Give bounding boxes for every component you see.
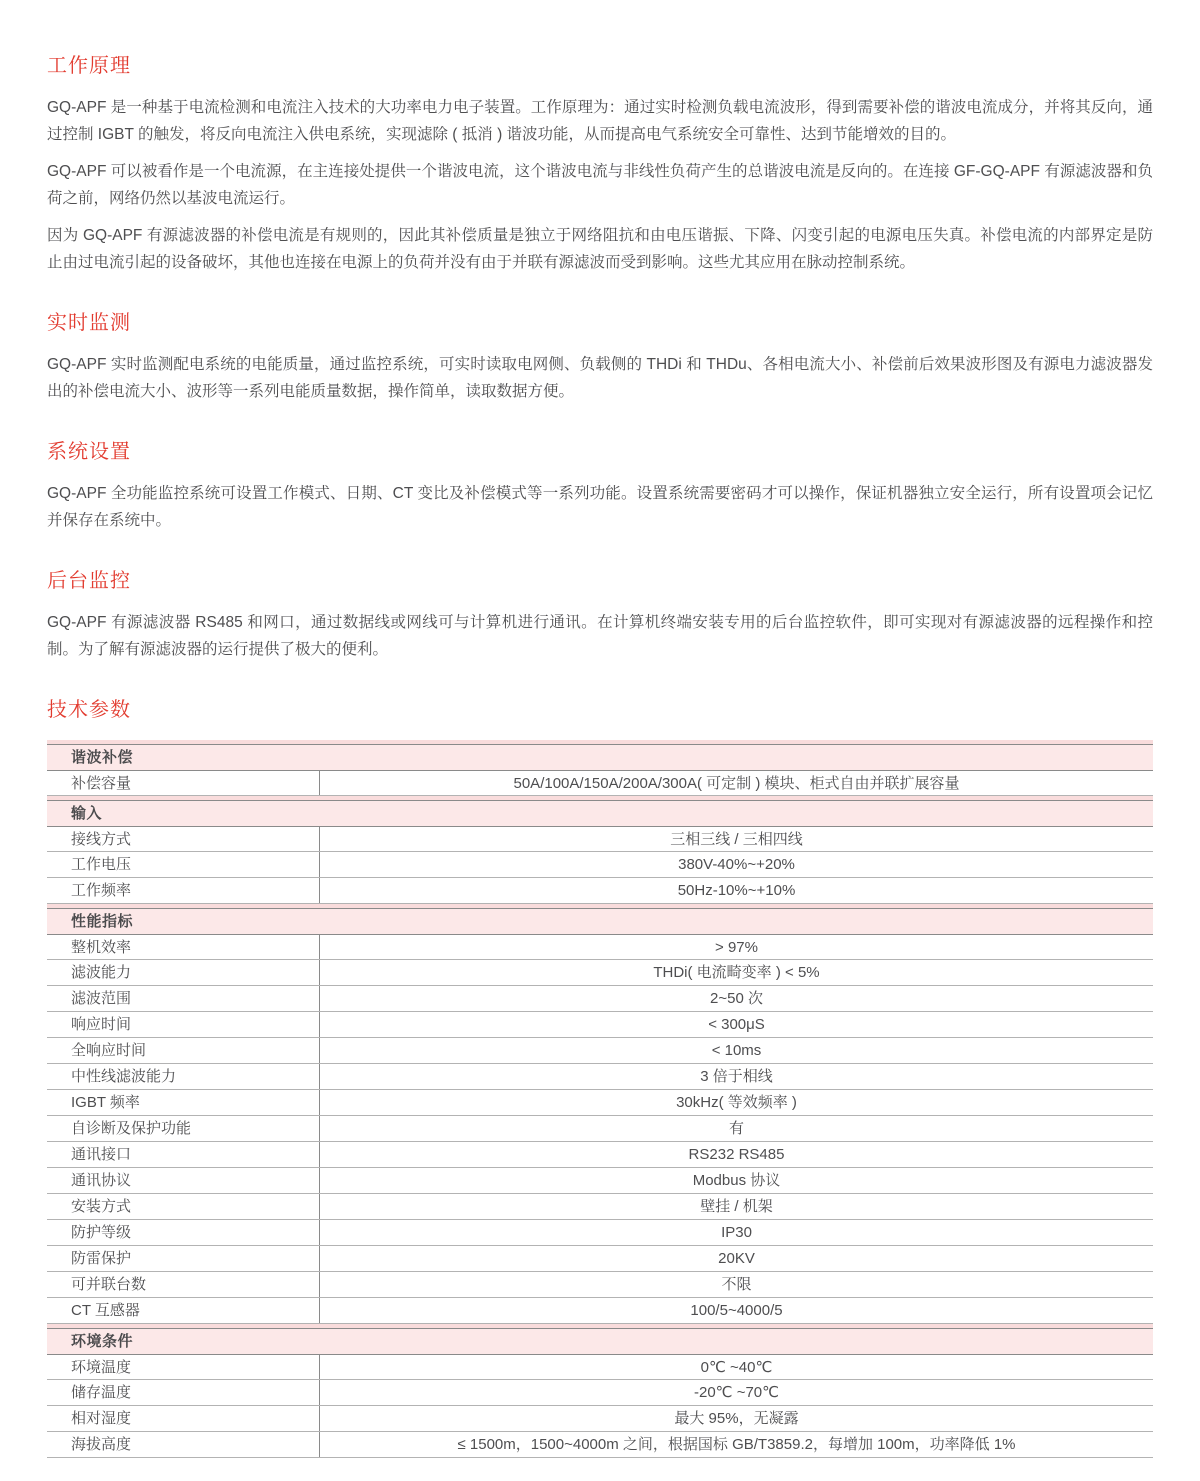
table-row-value: 3 倍于相线: [700, 1068, 773, 1085]
table-row: [47, 1038, 1153, 1064]
table-row-label: 中性线滤波能力: [47, 1064, 320, 1089]
table-section-header: 输入: [47, 800, 1153, 826]
table-row: [47, 770, 1153, 796]
table-row-value: > 97%: [715, 939, 758, 956]
table-row-value: 20KV: [718, 1250, 755, 1267]
table-row: [47, 986, 1153, 1012]
table-row: [47, 1012, 1153, 1038]
table-row-value: 三相三线 / 三相四线: [670, 831, 803, 848]
table-row-value: 30kHz( 等效频率 ): [676, 1094, 797, 1111]
table-row-value: RS232 RS485: [688, 1146, 785, 1163]
table-row-value: 0℃ ~40℃: [700, 1359, 773, 1376]
table-row-label: 工作频率: [47, 878, 320, 903]
table-row: [47, 960, 1153, 986]
table-row-value: THDi( 电流畸变率 ) < 5%: [653, 964, 820, 981]
table-row: [47, 1246, 1153, 1272]
table-row-label: CT 互感器: [47, 1298, 320, 1323]
table-row-value: 壁挂 / 机架: [700, 1198, 773, 1215]
table-row-value: Modbus 协议: [692, 1172, 781, 1189]
spec-table: [47, 740, 1153, 1458]
table-row: [47, 1380, 1153, 1406]
paragraph: 因为 GQ-APF 有源滤波器的补偿电流是有规则的，因此其补偿质量是独立于网络阻抗和由电压谐振、下降、闪变引起的电源电压失真。补偿电流的内部界定是防止由过电流引起的设备破坏，其他也连接在电源上的负荷并没有由于并联有源滤波而受到影响。这些尤其应用在脉动控制系统。: [47, 227, 1153, 271]
table-row-value: ≤ 1500m，1500~4000m 之间，根据国标 GB/T3859.2，每增加 100m，功率降低 1%: [457, 1436, 1016, 1453]
table-row: [47, 1168, 1153, 1194]
table-row-label: 补偿容量: [47, 771, 320, 795]
table-row: [47, 1064, 1153, 1090]
table-row-label: 整机效率: [47, 935, 320, 959]
table-row-label: 自诊断及保护功能: [47, 1116, 320, 1141]
table-row-label: 滤波范围: [47, 986, 320, 1011]
table-row: [47, 852, 1153, 878]
table-row-label: 通讯接口: [47, 1142, 320, 1167]
table-row-label: 滤波能力: [47, 960, 320, 985]
table-row-label: 接线方式: [47, 827, 320, 851]
table-row-value: 50A/100A/150A/200A/300A( 可定制 ) 模块、柜式自由并联扩展容量: [513, 775, 960, 792]
table-row-label: 相对湿度: [47, 1406, 320, 1431]
table-row-label: 响应时间: [47, 1012, 320, 1037]
paragraph: GQ-APF 可以被看作是一个电流源，在主连接处提供一个谐波电流，这个谐波电流与非线性负荷产生的总谐波电流是反向的。在连接 GF-GQ-APF 有源滤波器和负荷之前，网络仍然以基波电流运行。: [47, 163, 1153, 207]
table-row-label: 可并联台数: [47, 1272, 320, 1297]
table-row-value: 50Hz-10%~+10%: [677, 882, 796, 899]
table-row-label: 全响应时间: [47, 1038, 320, 1063]
paragraph: GQ-APF 实时监测配电系统的电能质量，通过监控系统，可实时读取电网侧、负载侧的 THDi 和 THDu、各相电流大小、补偿前后效果波形图及有源电力滤波器发出的补偿电流大小、波形等一系列电能质量数据，操作简单，读取数据方便。: [47, 356, 1153, 400]
section-heading: 实时监测: [47, 312, 131, 334]
table-row: [47, 934, 1153, 960]
table-row-label: 海拔高度: [47, 1432, 320, 1457]
table-row: [47, 1220, 1153, 1246]
section-heading: 技术参数: [47, 699, 131, 721]
table-row-value: 380V-40%~+20%: [678, 856, 795, 873]
table-row: [47, 1406, 1153, 1432]
table-row-value: 有: [728, 1120, 744, 1137]
table-row-label: 通讯协议: [47, 1168, 320, 1193]
section-heading: 后台监控: [47, 570, 131, 592]
table-row-label: 安装方式: [47, 1194, 320, 1219]
table-row-label: 防雷保护: [47, 1246, 320, 1271]
table-row: [47, 1142, 1153, 1168]
table-row-value: 100/5~4000/5: [690, 1302, 783, 1319]
table-row-label: 防护等级: [47, 1220, 320, 1245]
table-section-header: 性能指标: [47, 908, 1153, 934]
table-row: [47, 1194, 1153, 1220]
table-section-header: 环境条件: [47, 1328, 1153, 1354]
table-row: [47, 826, 1153, 852]
table-row: [47, 1272, 1153, 1298]
table-row-value: 不限: [721, 1276, 752, 1293]
table-row: [47, 1090, 1153, 1116]
paragraph: GQ-APF 有源滤波器 RS485 和网口，通过数据线或网线可与计算机进行通讯。在计算机终端安装专用的后台监控软件，即可实现对有源滤波器的远程操作和控制。为了解有源滤波器的运行提供了极大的便利。: [47, 614, 1153, 658]
table-row: [47, 1298, 1153, 1324]
paragraph: GQ-APF 是一种基于电流检测和电流注入技术的大功率电力电子装置。工作原理为：通过实时检测负载电流波形，得到需要补偿的谐波电流成分，并将其反向，通过控制 IGBT 的触发，将反向电流注入供电系统，实现滤除 ( 抵消 ) 谐波功能，从而提高电气系统安全可靠性、达到节能增效的目的。: [47, 99, 1153, 143]
table-row-label: 环境温度: [47, 1355, 320, 1379]
paragraph: GQ-APF 全功能监控系统可设置工作模式、日期、CT 变比及补偿模式等一系列功能。设置系统需要密码才可以操作，保证机器独立安全运行，所有设置项会记忆并保存在系统中。: [47, 485, 1153, 529]
table-section-header: 谐波补偿: [47, 744, 1153, 770]
table-row-value: < 10ms: [711, 1042, 762, 1059]
table-row-value: 最大 95%，无凝露: [674, 1410, 799, 1427]
table-row-value: IP30: [721, 1224, 752, 1241]
table-row-label: 储存温度: [47, 1380, 320, 1405]
table-row: [47, 1432, 1153, 1458]
table-row: [47, 1354, 1153, 1380]
table-row: [47, 1116, 1153, 1142]
section-heading: 工作原理: [47, 55, 131, 77]
table-row-value: < 300μS: [708, 1016, 765, 1033]
section-heading: 系统设置: [47, 441, 131, 463]
table-row-value: -20℃ ~70℃: [694, 1384, 779, 1401]
table-row-label: IGBT 频率: [47, 1090, 320, 1115]
table-row-value: 2~50 次: [710, 990, 763, 1007]
table-row-label: 工作电压: [47, 852, 320, 877]
table-row: [47, 878, 1153, 904]
